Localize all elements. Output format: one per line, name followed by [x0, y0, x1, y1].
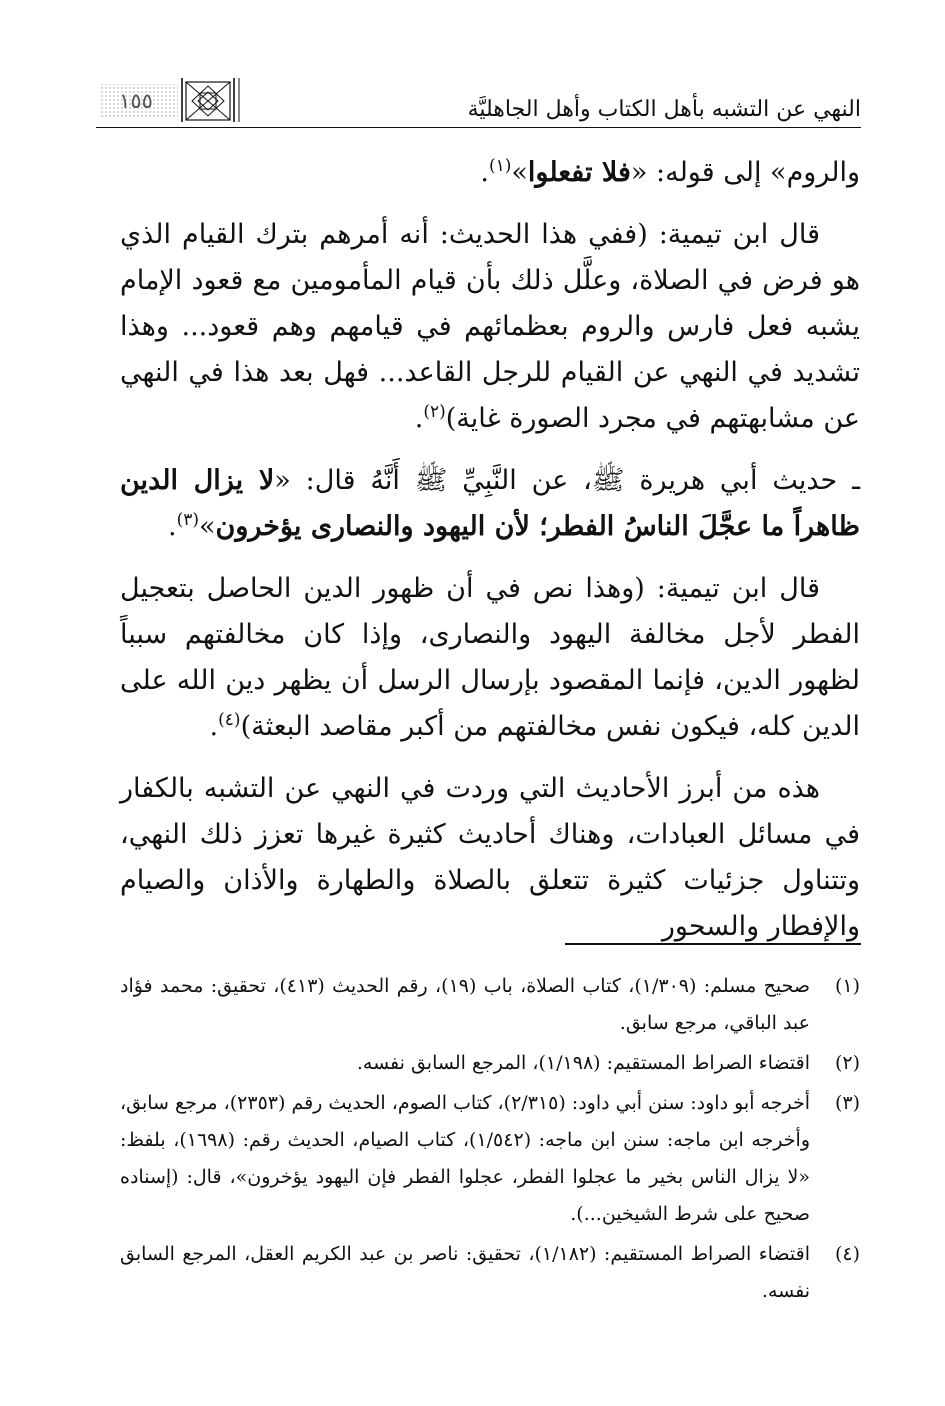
p2-end: .	[414, 403, 424, 434]
p2-text: قال ابن تيمية: (ففي هذا الحديث: أنه أمرهم بترك القيام الذي هو فرض في الصلاة، وعلَّل ذلك بأن قيام المأمومين مع قعود الإمام يشبه فعل فارس والروم بعظمائهم في قيامهم وهم قعود... وهذا تشديد في النهي عن القيام للرجل القاعد... فهل بعد هذا في النهي عن مشابهتهم في مجرد الصورة غاية)	[120, 219, 860, 434]
footnote-text: صحيح مسلم: (١/٣٠٩)، كتاب الصلاة، باب (١٩)، رقم الحديث (٤١٣)، تحقيق: محمد فؤاد عبد الباقي، مرجع سابق.	[120, 975, 810, 1034]
footnote-1	[120, 968, 860, 1042]
paragraph-4	[120, 566, 860, 750]
p3-text: ـ حديث أبي هريرة ﷺ، عن النَّبِيِّ ﷺ أَنَّهُ قال: «	[274, 465, 860, 496]
footnote-number: (٣)	[834, 1092, 860, 1114]
p3-bold-hadith: لا يزال الدين ظاهراً ما عجَّلَ الناسُ الفطر؛ لأن اليهود والنصارى يؤخرون	[120, 465, 860, 542]
running-title: النهي عن التشبه بأهل الكتاب وأهل الجاهليَّة	[467, 97, 861, 122]
footnote-text: اقتضاء الصراط المستقيم: (١/١٩٨)، المرجع السابق نفسه.	[356, 1052, 810, 1074]
p1-bold-quote: فلا تفعلوا	[527, 157, 631, 188]
footnote-ref: (١)	[488, 156, 512, 176]
p4-text: قال ابن تيمية: (وهذا نص في أن ظهور الدين الحاصل بتعجيل الفطر لأجل مخالفة اليهود والنصارى، وإذا كان مخالفتهم سبباً لظهور الدين، فإنما المقصود بإرسال الرسل أن يظهر دين الله على الدين كله، فيكون نفس مخالفتهم من أكبر مقاصد البعثة)	[120, 573, 860, 742]
footnote-2	[120, 1045, 860, 1082]
p1-close: »	[511, 157, 528, 188]
paragraph-1	[120, 150, 860, 196]
p1-text: والروم» إلى قوله: «	[630, 157, 860, 188]
paragraph-5	[120, 766, 860, 950]
p3-close: »	[199, 511, 216, 542]
footnote-3	[120, 1085, 860, 1233]
body-text	[120, 150, 860, 966]
footnote-separator	[565, 943, 861, 945]
footnote-ref: (٢)	[423, 402, 446, 422]
footnote-number: (٢)	[834, 1052, 860, 1074]
page-number: ١٥٥	[119, 89, 153, 113]
footnote-ref: (٤)	[218, 710, 241, 730]
footnote-number: (٤)	[834, 1243, 860, 1265]
footnote-text: اقتضاء الصراط المستقيم: (١/١٨٢)، تحقيق: ناصر بن عبد الكريم العقل، المرجع السابق نفسه.	[120, 1243, 810, 1302]
footnote-number: (١)	[834, 975, 860, 997]
footnote-ref: (٣)	[176, 510, 199, 530]
p3-end: .	[167, 511, 177, 542]
footnotes	[120, 968, 860, 1313]
p1-end: .	[480, 157, 489, 188]
footnote-text: أخرجه أبو داود: سنن أبي داود: (٢/٣١٥)، كتاب الصوم، الحديث رقم (٢٣٥٣)، مرجع سابق، وأخرجه ابن ماجه: سنن ابن ماجه: (١/٥٤٢)، كتاب الصيام، الحديث رقم: (١٦٩٨)، بلفظ: «لا يزال الناس بخير ما عجلوا الفطر، عجلوا الفطر فإن اليهود يؤخرون»، قال: (إسناده صحيح على شرط الشيخين...).	[120, 1092, 810, 1225]
p5-text: هذه من أبرز الأحاديث التي وردت في النهي عن التشبه بالكفار في مسائل العبادات، وهناك أحاديث كثيرة غيرها تعزز ذلك النهي، وتتناول جزئيات كثيرة تتعلق بالصلاة والطهارة والأذان والصيام والإفطار والسحور	[120, 773, 860, 942]
footnote-4	[120, 1236, 860, 1310]
paragraph-3	[120, 458, 860, 550]
p4-end: .	[209, 711, 219, 742]
header-rule	[96, 127, 861, 128]
page-number-ornament	[96, 78, 246, 122]
page-header	[96, 74, 861, 128]
paragraph-2	[120, 212, 860, 442]
